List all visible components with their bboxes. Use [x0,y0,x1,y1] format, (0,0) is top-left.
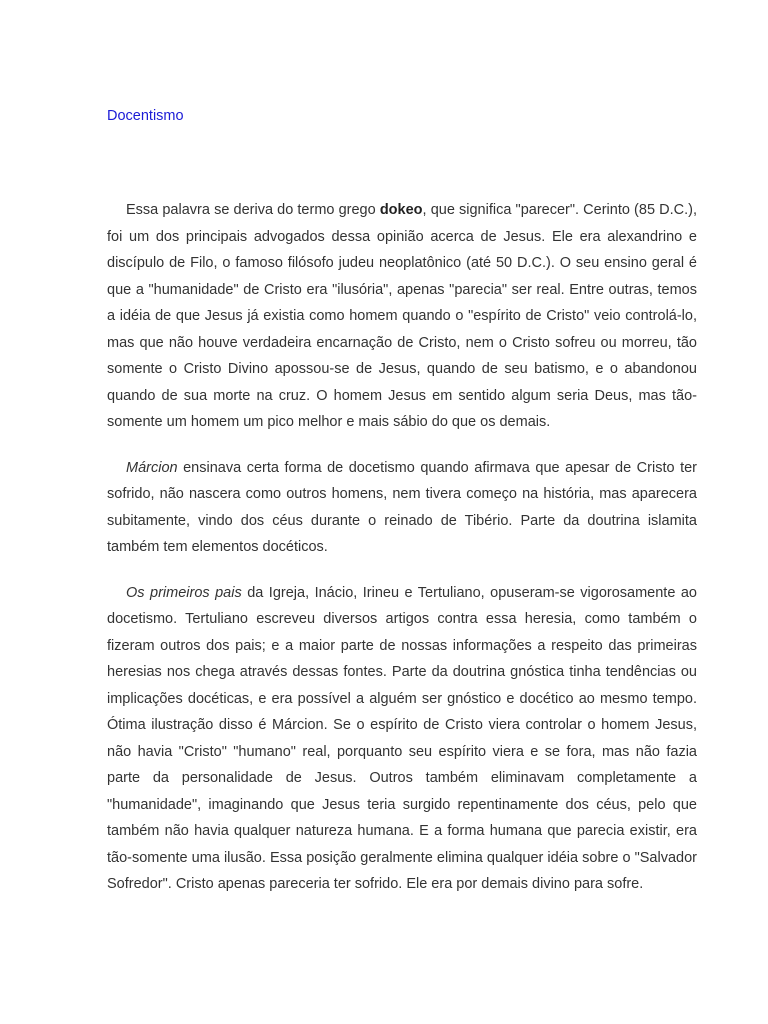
paragraph-text: , que significa "parecer". Cerinto (85 D.C.), foi um dos principais advogados dessa opinião acerca de Jesus. Ele era alexandrino e discípulo de Filo, o famoso filósofo judeu neoplatônico (até 50 D.C.). O seu ensino geral é que a "humanidade" de Cristo era "ilusória", apenas "parecia" ser real. Entre outras, temos a idéia de que Jesus já existia como homem quando o "espírito de Cristo" veio controlá-lo, mas que não houve verdadeira encarnação de Cristo, nem o Cristo sofreu ou morreu, tão somente o Cristo Divino apossou-se de Jesus, quando de seu batismo, e o abandonou quando de sua morte na cruz. O homem Jesus em sentido algum seria Deus, mas tão-somente um homem um pico melhor e mais sábio do que os demais. [107,202,697,430]
document-body [107,197,697,917]
bold-term: dokeo [379,202,423,218]
italic-term: Márcion [126,459,178,476]
document-title: Docentismo [107,108,184,124]
italic-term: Os primeiros pais [126,584,242,601]
paragraph-2 [107,455,697,561]
paragraph-text: da Igreja, Inácio, Irineu e Tertuliano, opuseram-se vigorosamente ao docetismo. Tertuliano escreveu diversos artigos contra essa heresia, como também o fizeram outros dos pais; e a maior parte de nossas informações a respeito das primeiras heresias nos chega através dessas fontes. Parte da doutrina gnóstica tinha tendências ou implicações docéticas, e era possível a alguém ser gnóstico e docético ao mesmo tempo. Ótima ilustração disso é Márcion. Se o espírito de Cristo viera controlar o homem Jesus, não havia "Cristo" "humano" real, porquanto seu espírito viera e se fora, mas não fazia parte da personalidade de Jesus. Outros também eliminavam completamente a "humanidade", imaginando que Jesus teria surgido repentinamente dos céus, pelo que também não havia qualquer natureza humana. E a forma humana que parecia existir, era tão-somente uma ilusão. Essa posição geralmente elimina qualquer idéia sobre o "Salvador Sofredor". Cristo apenas pareceria ter sofrido. Ele era por demais divino para sofre. [107,584,697,892]
paragraph-1 [107,197,697,436]
paragraph-3 [107,580,697,898]
paragraph-text: ensinava certa forma de docetismo quando afirmava que apesar de Cristo ter sofrido, não nascera como outros homens, nem tivera começo na história, mas aparecera subitamente, vindo dos céus durante o reinado de Tibério. Parte da doutrina islamita também tem elementos docéticos. [107,459,697,555]
paragraph-text: Essa palavra se deriva do termo grego [126,202,380,218]
